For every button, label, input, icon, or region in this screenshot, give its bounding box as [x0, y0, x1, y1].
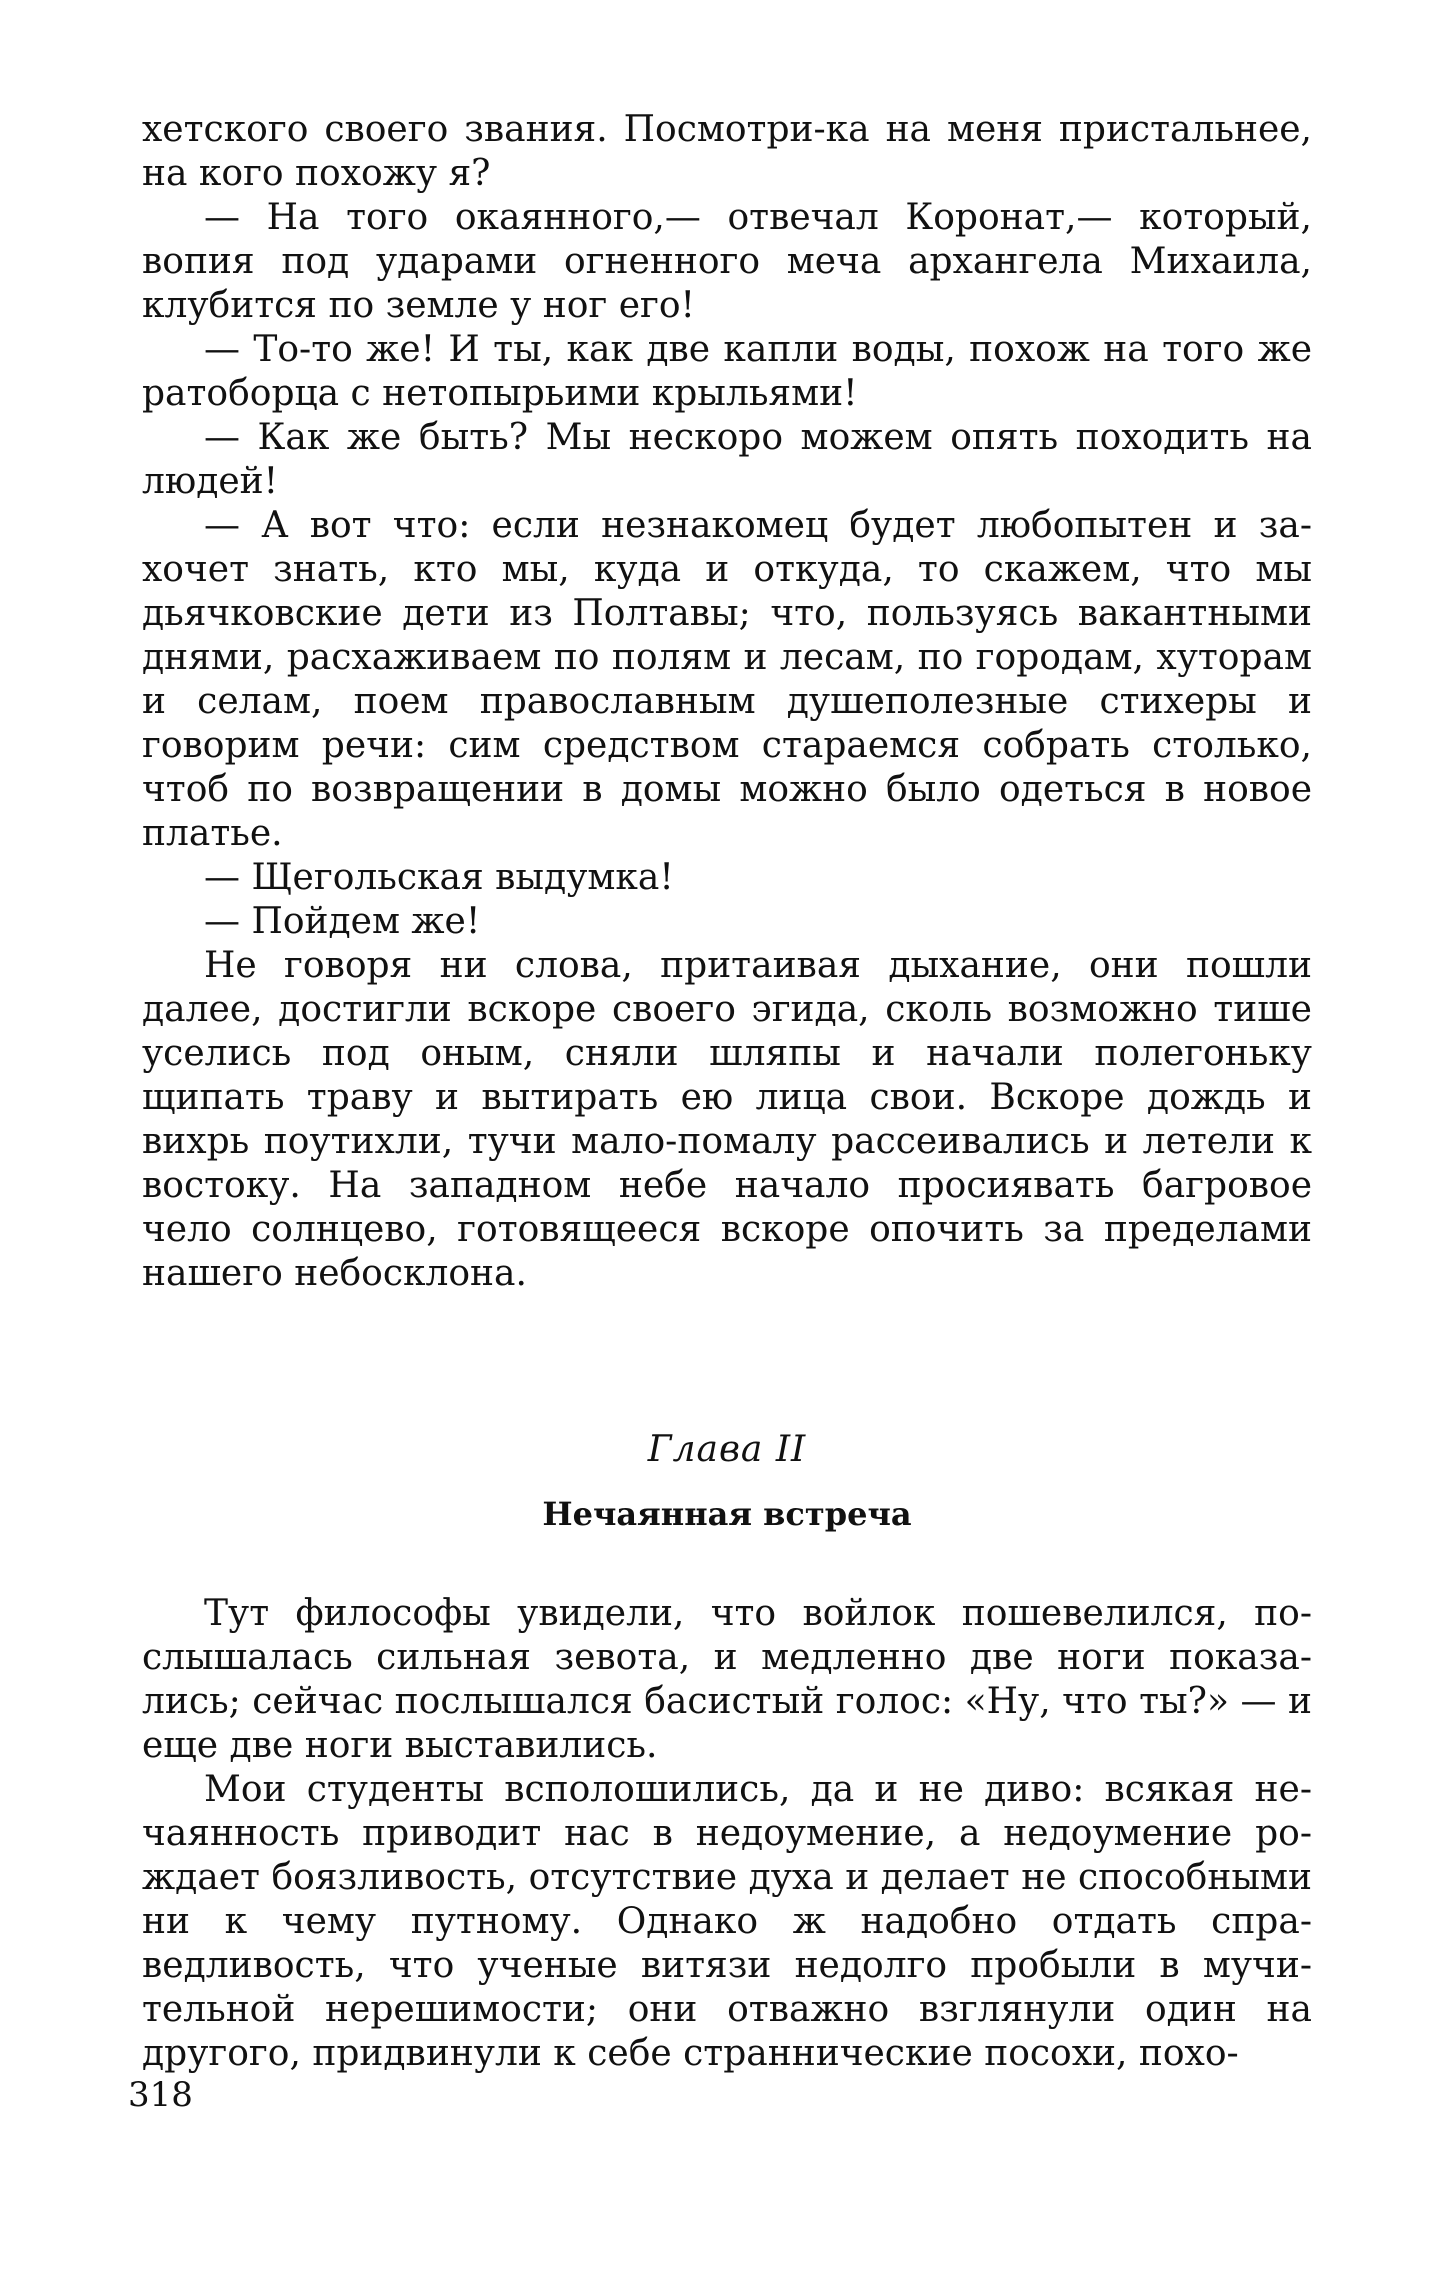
paragraph: Мои студенты всполошились, да и не диво: всякая нечаянность приводит нас в недоумение, а недоумение рождает боязливость, отсутствие духа и делает не способными ни к чему путному. Однако ж надобно отдать справедливость, что ученые витязи недолго пробыли в мучительной нерешимости; они отважно взглянули один на другого, придвинули к себе страннические посохи, похо-	[142, 1769, 1312, 2074]
chapter-title: Нечаянная встреча	[542, 1495, 912, 1533]
paragraph: Тут философы увидели, что войлок пошевелился, послышалась сильная зевота, и медленно две ноги показались; сейчас послышался басистый голос: «Ну, что ты?» — и еще две ноги выставились.	[142, 1593, 1312, 1766]
page-content	[142, 108, 1312, 2076]
paragraph: — Как же быть? Мы нескоро можем опять походить на людей!	[142, 417, 1312, 502]
page-number: 318	[128, 2075, 193, 2115]
paragraph: Не говоря ни слова, притаивая дыхание, они пошли далее, достигли вскоре своего эгида, сколь возможно тише уселись под оным, сняли шляпы и начали полегоньку щипать траву и вытирать ею лица свои. Вскоре дождь и вихрь поутихли, тучи мало-помалу рассеивались и летели к востоку. На западном небе начало просиявать багровое чело солнцево, готовящееся вскоре опочить за пределами нашего небосклона.	[142, 945, 1312, 1294]
chapter-label: Глава II	[647, 1429, 807, 1470]
paragraph: хетского своего звания. Посмотри-ка на меня пристальнее, на кого похожу я?	[142, 109, 1312, 194]
text-after-chapter	[142, 1592, 1312, 2076]
paragraph: — А вот что: если незнакомец будет любопытен и захочет знать, кто мы, куда и откуда, то скажем, что мы дьячковские дети из Полтавы; что, пользуясь вакантными днями, расхаживаем по полям и лесам, по городам, хуторам и селам, поем православным душеполезные стихеры и говорим речи: сим средством стараемся собрать столько, чтоб по возвращении в домы можно было одеться в новое платье.	[142, 505, 1312, 854]
chapter-heading	[142, 1428, 1312, 1534]
paragraph: — Пойдем же!	[204, 901, 481, 942]
text-before-chapter	[142, 108, 1312, 1296]
paragraph: — Щегольская выдумка!	[204, 857, 674, 898]
paragraph: — На того окаянного,— отвечал Коронат,— который, вопия под ударами огненного меча архангела Михаила, клубится по земле у ног его!	[142, 197, 1312, 326]
paragraph: — То-то же! И ты, как две капли воды, похож на того же ратоборца с нетопырьими крыльями!	[142, 329, 1312, 414]
